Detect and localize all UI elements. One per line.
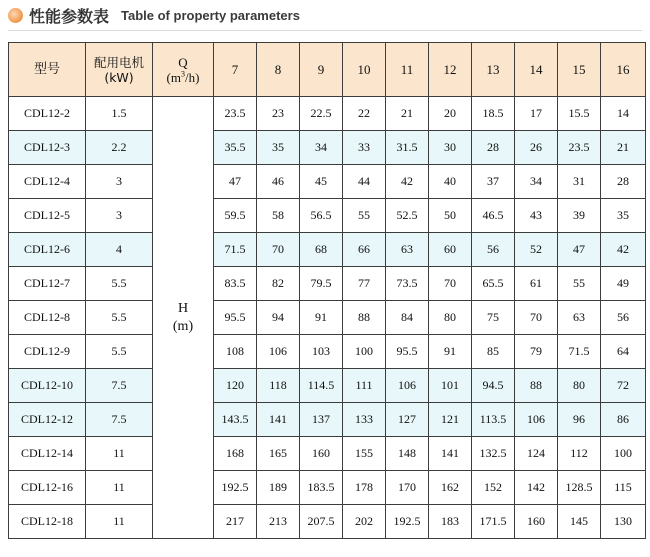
power-cell: 11 (86, 437, 153, 471)
head-value-cell: 106 (515, 403, 558, 437)
head-value-cell: 162 (429, 471, 472, 505)
flow-value-header: 7 (214, 43, 257, 97)
table-row (9, 505, 646, 539)
head-value-cell: 79.5 (300, 267, 343, 301)
flow-value-header: 10 (343, 43, 386, 97)
model-cell: CDL12-2 (9, 97, 86, 131)
header-divider (8, 30, 642, 31)
head-value-cell: 46.5 (472, 199, 515, 233)
model-cell: CDL12-9 (9, 335, 86, 369)
head-value-cell: 152 (472, 471, 515, 505)
head-value-cell: 59.5 (214, 199, 257, 233)
head-value-cell: 52.5 (386, 199, 429, 233)
head-value-cell: 124 (515, 437, 558, 471)
column-header-model: 型号 (9, 43, 86, 97)
head-value-cell: 35 (601, 199, 646, 233)
head-value-cell: 143.5 (214, 403, 257, 437)
head-value-cell: 132.5 (472, 437, 515, 471)
head-value-cell: 77 (343, 267, 386, 301)
head-value-cell: 72 (601, 369, 646, 403)
head-value-cell: 52 (515, 233, 558, 267)
head-value-cell: 55 (558, 267, 601, 301)
head-value-cell: 100 (343, 335, 386, 369)
head-value-cell: 127 (386, 403, 429, 437)
head-value-cell: 160 (300, 437, 343, 471)
head-value-cell: 160 (515, 505, 558, 539)
head-value-cell: 120 (214, 369, 257, 403)
column-header-flow (153, 43, 214, 97)
head-value-cell: 183 (429, 505, 472, 539)
head-value-cell: 155 (343, 437, 386, 471)
head-value-cell: 68 (300, 233, 343, 267)
head-value-cell: 148 (386, 437, 429, 471)
power-cell: 5.5 (86, 301, 153, 335)
head-value-cell: 47 (214, 165, 257, 199)
table-row (9, 369, 646, 403)
power-cell: 3 (86, 199, 153, 233)
head-label-line1: H (177, 300, 189, 316)
head-value-cell: 91 (429, 335, 472, 369)
section-header (8, 4, 300, 26)
head-value-cell: 192.5 (386, 505, 429, 539)
head-value-cell: 37 (472, 165, 515, 199)
head-value-cell: 83.5 (214, 267, 257, 301)
column-header-power (86, 43, 153, 97)
table-row (9, 165, 646, 199)
power-cell: 4 (86, 233, 153, 267)
head-value-cell: 207.5 (300, 505, 343, 539)
head-value-cell: 101 (429, 369, 472, 403)
head-value-cell: 106 (386, 369, 429, 403)
circle-bullet-icon (8, 8, 23, 23)
head-value-cell: 56 (472, 233, 515, 267)
head-value-cell: 21 (601, 131, 646, 165)
head-value-cell: 88 (343, 301, 386, 335)
head-value-cell: 192.5 (214, 471, 257, 505)
head-value-cell: 165 (257, 437, 300, 471)
head-value-cell: 34 (515, 165, 558, 199)
head-value-cell: 15.5 (558, 97, 601, 131)
table-row (9, 97, 646, 131)
head-value-cell: 58 (257, 199, 300, 233)
flow-value-header: 14 (515, 43, 558, 97)
head-value-cell: 112 (558, 437, 601, 471)
model-cell: CDL12-4 (9, 165, 86, 199)
model-cell: CDL12-10 (9, 369, 86, 403)
head-value-cell: 34 (300, 131, 343, 165)
table-row (9, 335, 646, 369)
head-value-cell: 43 (515, 199, 558, 233)
head-value-cell: 71.5 (558, 335, 601, 369)
flow-unit: $(m^3/h)$ (166, 69, 200, 85)
head-value-cell: 49 (601, 267, 646, 301)
head-value-cell: 71.5 (214, 233, 257, 267)
flow-value-header: 16 (601, 43, 646, 97)
head-value-cell: 44 (343, 165, 386, 199)
power-cell: 11 (86, 505, 153, 539)
table-row (9, 301, 646, 335)
head-value-cell: 60 (429, 233, 472, 267)
table-row (9, 471, 646, 505)
head-value-cell: 70 (429, 267, 472, 301)
head-value-cell: 20 (429, 97, 472, 131)
power-cell: 3 (86, 165, 153, 199)
head-value-cell: 73.5 (386, 267, 429, 301)
head-value-cell: 23 (257, 97, 300, 131)
head-value-cell: 28 (472, 131, 515, 165)
flow-label-line1: Q (178, 54, 188, 70)
head-value-cell: 14 (601, 97, 646, 131)
model-cell: CDL12-14 (9, 437, 86, 471)
power-cell: 7.5 (86, 369, 153, 403)
head-value-cell: 17 (515, 97, 558, 131)
head-value-cell: 55 (343, 199, 386, 233)
head-value-cell: 128.5 (558, 471, 601, 505)
head-value-cell: 202 (343, 505, 386, 539)
head-value-cell: 170 (386, 471, 429, 505)
head-value-cell: 115 (601, 471, 646, 505)
model-cell: CDL12-16 (9, 471, 86, 505)
head-value-cell: 33 (343, 131, 386, 165)
power-cell: 2.2 (86, 131, 153, 165)
head-value-cell: 50 (429, 199, 472, 233)
flow-value-header: 9 (300, 43, 343, 97)
head-value-cell: 56 (601, 301, 646, 335)
head-value-cell: 111 (343, 369, 386, 403)
head-value-cell: 141 (429, 437, 472, 471)
table-row (9, 199, 646, 233)
power-cell: 1.5 (86, 97, 153, 131)
head-value-cell: 100 (601, 437, 646, 471)
head-value-cell: 88 (515, 369, 558, 403)
flow-value-header: 15 (558, 43, 601, 97)
head-value-cell: 35.5 (214, 131, 257, 165)
title-english: Table of property parameters (121, 7, 300, 23)
model-cell: CDL12-7 (9, 267, 86, 301)
head-value-cell: 91 (300, 301, 343, 335)
head-value-cell: 65.5 (472, 267, 515, 301)
power-cell: 5.5 (86, 267, 153, 301)
table-row (9, 131, 646, 165)
head-value-cell: 103 (300, 335, 343, 369)
head-value-cell: 79 (515, 335, 558, 369)
head-value-cell: 171.5 (472, 505, 515, 539)
head-value-cell: 114.5 (300, 369, 343, 403)
head-value-cell: 63 (558, 301, 601, 335)
flow-value-header: 12 (429, 43, 472, 97)
head-value-cell: 64 (601, 335, 646, 369)
head-value-cell: 137 (300, 403, 343, 437)
head-value-cell: 178 (343, 471, 386, 505)
head-value-cell: 108 (214, 335, 257, 369)
flow-value-header: 11 (386, 43, 429, 97)
head-value-cell: 86 (601, 403, 646, 437)
model-cell: CDL12-3 (9, 131, 86, 165)
head-value-cell: 70 (515, 301, 558, 335)
power-cell: 5.5 (86, 335, 153, 369)
power-cell: 7.5 (86, 403, 153, 437)
head-value-cell: 80 (429, 301, 472, 335)
head-value-cell: 61 (515, 267, 558, 301)
head-value-cell: 85 (472, 335, 515, 369)
head-value-cell: 22.5 (300, 97, 343, 131)
head-value-cell: 80 (558, 369, 601, 403)
head-value-cell: 106 (257, 335, 300, 369)
head-value-cell: 46 (257, 165, 300, 199)
flow-value-header: 8 (257, 43, 300, 97)
table-header-row (9, 43, 646, 97)
head-value-cell: 189 (257, 471, 300, 505)
head-value-cell: 95.5 (386, 335, 429, 369)
head-value-cell: 183.5 (300, 471, 343, 505)
head-label-line2: (m) (172, 318, 194, 334)
head-value-cell: 118 (257, 369, 300, 403)
head-value-cell: 23.5 (214, 97, 257, 131)
parameter-table (8, 42, 646, 539)
power-label-line2: (kW) (104, 69, 134, 85)
head-value-cell: 31.5 (386, 131, 429, 165)
head-value-cell: 18.5 (472, 97, 515, 131)
head-value-cell: 66 (343, 233, 386, 267)
head-value-cell: 213 (257, 505, 300, 539)
head-value-cell: 39 (558, 199, 601, 233)
flow-value-header: 13 (472, 43, 515, 97)
table-body (9, 97, 646, 539)
power-cell: 11 (86, 471, 153, 505)
head-value-cell: 94.5 (472, 369, 515, 403)
head-value-cell: 94 (257, 301, 300, 335)
head-value-cell: 142 (515, 471, 558, 505)
table-row (9, 437, 646, 471)
head-value-cell: 26 (515, 131, 558, 165)
head-value-cell: 75 (472, 301, 515, 335)
head-value-cell: 47 (558, 233, 601, 267)
table-row (9, 267, 646, 301)
title-chinese: 性能参数表 (29, 6, 110, 26)
head-label-cell (153, 97, 214, 539)
head-value-cell: 121 (429, 403, 472, 437)
head-value-cell: 28 (601, 165, 646, 199)
power-label-line1: 配用电机 (93, 54, 144, 70)
head-value-cell: 133 (343, 403, 386, 437)
head-value-cell: 217 (214, 505, 257, 539)
head-value-cell: 141 (257, 403, 300, 437)
head-value-cell: 113.5 (472, 403, 515, 437)
head-value-cell: 42 (601, 233, 646, 267)
model-cell: CDL12-8 (9, 301, 86, 335)
head-value-cell: 56.5 (300, 199, 343, 233)
head-value-cell: 95.5 (214, 301, 257, 335)
head-value-cell: 84 (386, 301, 429, 335)
model-cell: CDL12-18 (9, 505, 86, 539)
head-value-cell: 30 (429, 131, 472, 165)
head-value-cell: 145 (558, 505, 601, 539)
head-value-cell: 45 (300, 165, 343, 199)
head-value-cell: 96 (558, 403, 601, 437)
head-value-cell: 21 (386, 97, 429, 131)
table-row (9, 403, 646, 437)
head-value-cell: 42 (386, 165, 429, 199)
model-cell: CDL12-5 (9, 199, 86, 233)
head-value-cell: 40 (429, 165, 472, 199)
head-value-cell: 63 (386, 233, 429, 267)
model-cell: CDL12-6 (9, 233, 86, 267)
head-value-cell: 130 (601, 505, 646, 539)
table-row (9, 233, 646, 267)
head-value-cell: 23.5 (558, 131, 601, 165)
model-cell: CDL12-12 (9, 403, 86, 437)
head-value-cell: 70 (257, 233, 300, 267)
head-value-cell: 168 (214, 437, 257, 471)
head-value-cell: 82 (257, 267, 300, 301)
head-value-cell: 22 (343, 97, 386, 131)
head-value-cell: 31 (558, 165, 601, 199)
head-value-cell: 35 (257, 131, 300, 165)
